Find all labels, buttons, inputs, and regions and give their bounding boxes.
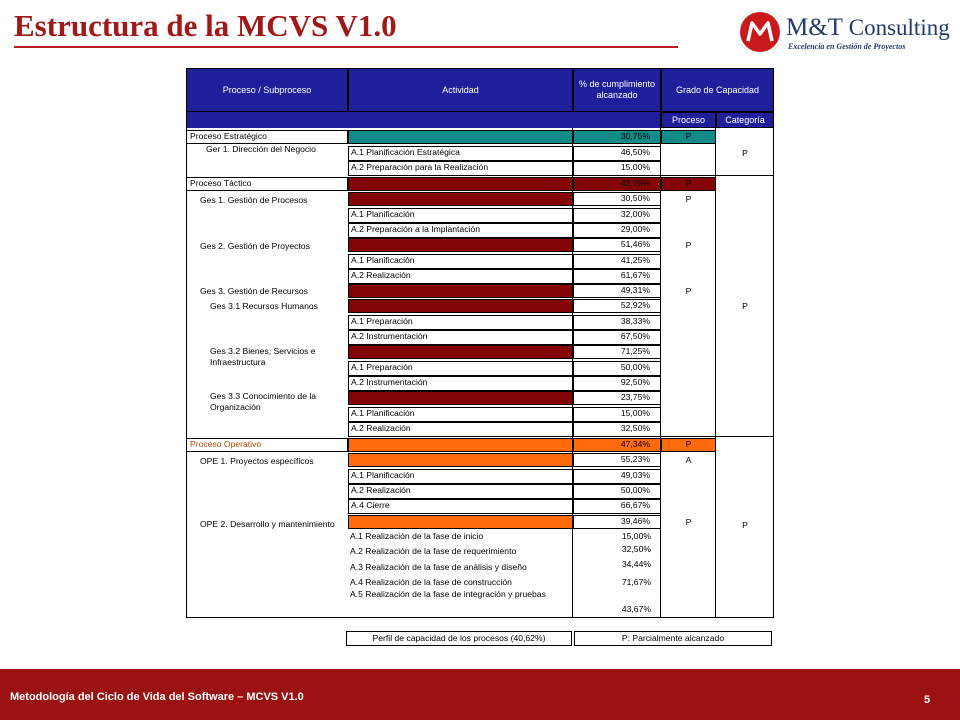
activity-pct: 46,50% bbox=[573, 146, 661, 161]
ges3-2-fill bbox=[348, 345, 573, 359]
header-actividad: Actividad bbox=[348, 68, 573, 112]
header-sub-categoria: Categoría bbox=[716, 112, 774, 128]
activity-name: A.3 Realización de la fase de análisis y diseño bbox=[350, 562, 527, 572]
tactico-cap: P bbox=[661, 177, 716, 191]
section-sep-2 bbox=[660, 436, 774, 437]
ges3-label: Ges 3. Gestión de Recursos bbox=[200, 286, 308, 296]
activity-pct: 32,50% bbox=[621, 544, 651, 554]
activity-pct: 15,00% bbox=[621, 531, 651, 541]
proceso-operativo-label: Proceso Operativo bbox=[186, 438, 348, 452]
activity-name: A.1 Planificación Estratégica bbox=[348, 146, 573, 161]
ope1-fill bbox=[348, 453, 573, 467]
activity-name: A.2 Instrumentación bbox=[348, 330, 573, 345]
activity-pct: 32,00% bbox=[573, 208, 661, 223]
ges3-1-pct: 52,92% bbox=[573, 299, 661, 313]
activity-pct: 34,44% bbox=[621, 559, 651, 569]
activity-pct: 50,00% bbox=[573, 484, 661, 499]
capability-table bbox=[186, 68, 774, 618]
activity-name: A.2 Realización bbox=[348, 269, 573, 284]
operativo-cap: P bbox=[661, 438, 716, 452]
ges1-cap: P bbox=[685, 194, 692, 204]
capability-profile-label: Perfil de capacidad de los procesos (40,62%) bbox=[346, 631, 572, 646]
activity-name: A.2 Instrumentación bbox=[348, 376, 573, 391]
ges1-label: Ges 1. Gestión de Procesos bbox=[200, 195, 308, 205]
operativo-pct: 47,34% bbox=[573, 438, 661, 452]
ges2-pct: 51,46% bbox=[573, 238, 661, 252]
section-sep-1 bbox=[660, 175, 774, 176]
ope2-pct: 39,46% bbox=[573, 515, 661, 529]
activity-pct: 29,00% bbox=[573, 223, 661, 238]
activity-pct: 15,00% bbox=[573, 161, 661, 176]
ges3-fill bbox=[348, 284, 573, 298]
operativo-fill bbox=[348, 438, 573, 452]
estrategico-category: P bbox=[742, 148, 748, 158]
activity-pct: 50,00% bbox=[573, 361, 661, 376]
activity-pct: 32,50% bbox=[573, 422, 661, 437]
ger1-label: Ger 1. Dirección del Negocio bbox=[206, 144, 316, 154]
ope2-label: OPE 2. Desarrollo y mantenimiento bbox=[200, 519, 335, 529]
activity-name: A.2 Realización bbox=[348, 484, 573, 499]
activity-pct: 38,33% bbox=[573, 315, 661, 330]
page-number: 5 bbox=[924, 694, 931, 706]
activity-pct: 92,50% bbox=[573, 376, 661, 391]
activity-name: A.1 Planificación bbox=[348, 407, 573, 422]
ope1-cap: A bbox=[685, 455, 692, 465]
operativo-category: P bbox=[742, 520, 748, 530]
activity-name: A.1 Planificación bbox=[348, 469, 573, 484]
activity-pct: 67,50% bbox=[573, 330, 661, 345]
activity-name: A.2 Preparación para la Realización bbox=[348, 161, 573, 176]
header-spacer bbox=[186, 112, 661, 128]
logo-tagline: Excelencia en Gestión de Proyectos bbox=[788, 42, 906, 51]
activity-pct: 43,67% bbox=[621, 604, 651, 614]
ges3-1-label: Ges 3.1 Recursos Humanos bbox=[210, 301, 318, 311]
ope2-fill bbox=[348, 515, 573, 529]
table-bottom-border bbox=[186, 617, 774, 618]
header-grado: Grado de Capacidad bbox=[661, 68, 774, 112]
proceso-tactico-label: Proceso Táctico bbox=[186, 177, 348, 191]
ges3-pct: 49,31% bbox=[573, 284, 661, 298]
ges2-fill bbox=[348, 238, 573, 252]
ope2-cap: P bbox=[685, 517, 692, 527]
activity-name: A.2 Realización bbox=[348, 422, 573, 437]
activity-name: A.1 Realización de la fase de inicio bbox=[350, 531, 484, 541]
ges2-label: Ges 2. Gestión de Proyectos bbox=[200, 241, 310, 251]
estrategico-fill bbox=[348, 130, 573, 144]
logo-name: M&T Consulting bbox=[786, 14, 950, 41]
ges3-1-fill bbox=[348, 299, 573, 313]
activity-name: A.4 Realización de la fase de construcción bbox=[350, 577, 512, 587]
ges3-2-pct: 71,25% bbox=[573, 345, 661, 359]
activity-pct: 15,00% bbox=[573, 407, 661, 422]
footer-title: Metodología del Ciclo de Vida del Software – MCVS V1.0 bbox=[10, 691, 304, 703]
title-underline bbox=[14, 46, 678, 48]
activity-name: A.1 Preparación bbox=[348, 361, 573, 376]
table-left-border bbox=[186, 128, 187, 618]
ges3-3-fill bbox=[348, 391, 573, 405]
ges3-3-pct: 23,75% bbox=[573, 391, 661, 405]
activity-name: A.5 Realización de la fase de integración y pruebas bbox=[350, 589, 546, 599]
ope1-pct: 55,23% bbox=[573, 453, 661, 467]
ges3-2-label: Ges 3.2 Bienes, Servicios e Infraestructura bbox=[210, 346, 316, 367]
activity-name: A.4 Cierre bbox=[348, 499, 573, 514]
header-sub-proceso: Proceso bbox=[661, 112, 716, 128]
proceso-estrategico-label: Proceso Estratégico bbox=[186, 130, 348, 144]
slide-title: Estructura de la MCVS V1.0 bbox=[14, 8, 397, 43]
tactico-category: P bbox=[742, 301, 748, 311]
estrategico-cap: P bbox=[661, 130, 716, 144]
ges3-3-label: Ges 3.3 Conocimiento de la Organización bbox=[210, 391, 317, 412]
activity-name: A.1 Planificación bbox=[348, 254, 573, 269]
capability-profile-result: P: Parcialmente alcanzado bbox=[574, 631, 772, 646]
tactico-fill bbox=[348, 177, 573, 191]
footer-bar bbox=[0, 669, 960, 720]
header-proceso: Proceso / Subproceso bbox=[186, 68, 348, 112]
ges2-cap: P bbox=[685, 240, 692, 250]
company-logo bbox=[738, 10, 952, 56]
tactico-pct: 43,75% bbox=[573, 177, 661, 191]
activity-name: A.2 Preparación a la Implantación bbox=[348, 223, 573, 238]
activity-pct: 41,25% bbox=[573, 254, 661, 269]
ges1-pct: 30,50% bbox=[573, 192, 661, 206]
logo-emblem-icon bbox=[738, 10, 784, 54]
estrategico-pct: 30,75% bbox=[573, 130, 661, 144]
header-cumplimiento: % de cumplimiento alcanzado bbox=[573, 68, 661, 112]
table-right-border bbox=[773, 128, 774, 618]
activity-pct: 71,67% bbox=[621, 577, 651, 587]
ges1-fill bbox=[348, 192, 573, 206]
ope1-label: OPE 1. Proyectos específicos bbox=[200, 456, 314, 466]
activity-pct: 49,03% bbox=[573, 469, 661, 484]
ges3-cap: P bbox=[685, 286, 692, 296]
activity-pct: 61,67% bbox=[573, 269, 661, 284]
activity-name: A.1 Preparación bbox=[348, 315, 573, 330]
activity-name: A.1 Planificación bbox=[348, 208, 573, 223]
activity-pct: 66,67% bbox=[573, 499, 661, 514]
activity-name: A.2 Realización de la fase de requerimiento bbox=[350, 546, 517, 556]
